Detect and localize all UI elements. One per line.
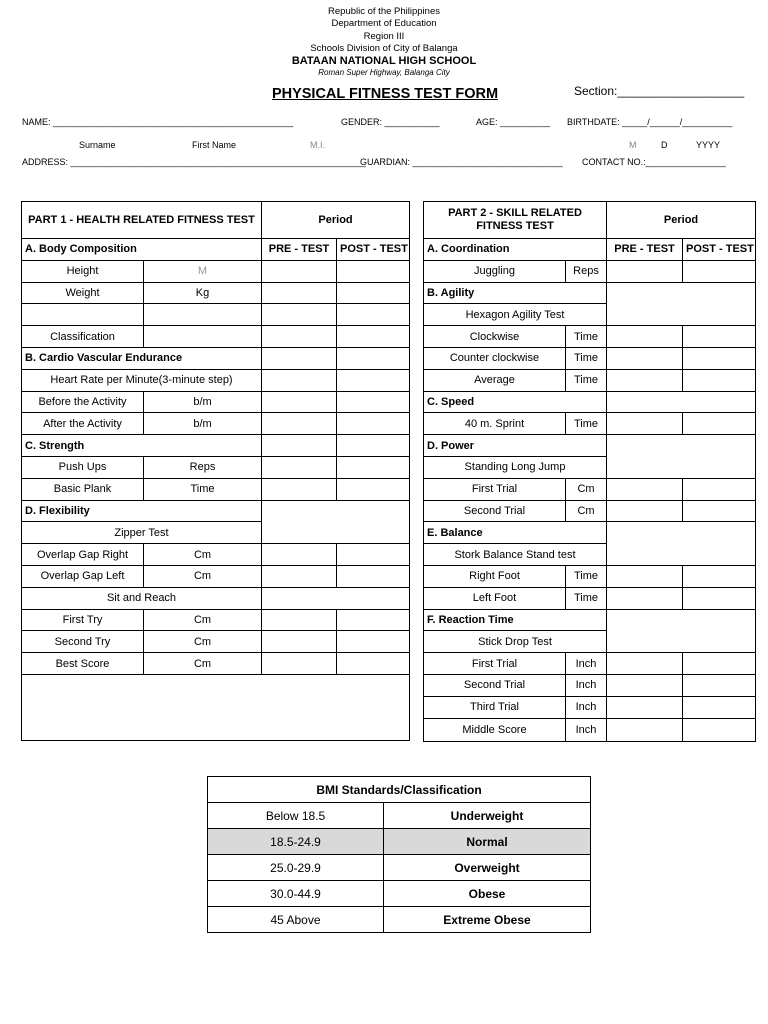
strength-pre-blank [262,435,337,457]
middle-score-unit: Inch [566,718,607,741]
best-score-unit: Cm [144,653,262,675]
counter-clockwise-pre-cell[interactable] [607,347,683,369]
surname-caption: Surname [79,140,116,150]
push-ups-unit: Reps [144,456,262,478]
speed-period-blank [607,391,756,413]
bmi-pre-cell[interactable] [262,304,337,326]
bmi-range: Below 18.5 [208,803,384,829]
body-composition-heading: A. Body Composition [22,239,262,261]
left-foot-pre-cell[interactable] [607,587,683,609]
school-address: Roman Super Highway, Balanga City [318,68,450,78]
power-heading: D. Power [424,435,607,457]
before-activity-unit: b/m [144,391,262,413]
best-score-post-cell[interactable] [337,653,410,675]
day-caption: D [661,140,668,150]
clockwise-label: Clockwise [424,326,566,348]
sprint-pre-cell[interactable] [607,413,683,435]
push-ups-label: Push Ups [22,456,144,478]
best-score-label: Best Score [22,653,144,675]
strength-post-blank [337,435,410,457]
heart-rate-label: Heart Rate per Minute(3-minute step) [22,369,262,391]
gap-right-post-cell[interactable] [337,544,410,566]
second-try-unit: Cm [144,631,262,653]
jump-first-trial-post-cell[interactable] [683,478,756,500]
right-foot-label: Right Foot [424,565,566,587]
header-line-deped: Department of Education [331,18,437,30]
header-line-republic: Republic of the Philippines [328,6,440,17]
gap-left-label: Overlap Gap Left [22,565,144,587]
hexagon-label: Hexagon Agility Test [424,304,607,326]
classification-unit-cell [144,326,262,348]
plank-unit: Time [144,478,262,500]
section-field[interactable]: Section:___________________ [574,84,745,98]
strength-heading: C. Strength [22,435,262,457]
average-pre-cell[interactable] [607,369,683,391]
height-pre-cell[interactable] [262,260,337,282]
balance-heading: E. Balance [424,522,607,544]
after-activity-label: After the Activity [22,413,144,435]
first-try-pre-cell[interactable] [262,609,337,631]
letterhead [0,6,768,80]
right-foot-post-cell[interactable] [683,565,756,587]
bmi-class: Underweight [384,803,591,829]
heart-rate-post-cell[interactable] [337,369,410,391]
jump-second-trial-pre-cell[interactable] [607,500,683,522]
stick-second-trial-unit: Inch [566,674,607,696]
cardio-post-blank [337,347,410,369]
middle-score-post-cell[interactable] [683,718,756,741]
bmi-class: Extreme Obese [384,907,591,933]
bmi-row [208,907,591,933]
part1-period-header: Period [262,202,410,239]
part2-post-test-header: POST - TEST [683,239,756,261]
gap-right-label: Overlap Gap Right [22,544,144,566]
clockwise-unit: Time [566,326,607,348]
part1-post-test-header: POST - TEST [337,239,410,261]
age-field[interactable]: AGE: __________ [476,117,551,127]
jump-first-trial-label: First Trial [424,478,566,500]
bmi-table [207,776,591,933]
guardian-field[interactable]: GUARDIAN: ______________________________ [360,157,563,167]
gap-right-unit: Cm [144,544,262,566]
counter-clockwise-label: Counter clockwise [424,347,566,369]
long-jump-label: Standing Long Jump [424,456,607,478]
bmi-class: Overweight [384,855,591,881]
heart-rate-pre-cell[interactable] [262,369,337,391]
reaction-heading: F. Reaction Time [424,609,607,631]
height-unit: M [144,260,262,282]
part2-table [423,201,756,742]
juggling-label: Juggling [424,260,566,282]
bmi-range: 25.0-29.9 [208,855,384,881]
stick-third-trial-pre-cell[interactable] [607,696,683,718]
middle-score-pre-cell[interactable] [607,718,683,741]
bmi-row [208,855,591,881]
bmi-range: 30.0-44.9 [208,881,384,907]
middle-score-label: Middle Score [424,718,566,741]
jump-second-trial-post-cell[interactable] [683,500,756,522]
classification-pre-cell[interactable] [262,326,337,348]
stick-third-trial-label: Third Trial [424,696,566,718]
left-foot-post-cell[interactable] [683,587,756,609]
part2-title: PART 2 - SKILL RELATED FITNESS TEST [424,202,607,239]
birthdate-field[interactable]: BIRTHDATE: _____/______/__________ [567,117,733,127]
stick-first-trial-post-cell[interactable] [683,653,756,675]
stick-third-trial-unit: Inch [566,696,607,718]
clockwise-post-cell[interactable] [683,326,756,348]
height-post-cell[interactable] [337,260,410,282]
gap-left-unit: Cm [144,565,262,587]
part2-period-header: Period [607,202,756,239]
jump-first-trial-unit: Cm [566,478,607,500]
juggling-pre-cell[interactable] [607,260,683,282]
cardio-heading: B. Cardio Vascular Endurance [22,347,262,369]
weight-label: Weight [22,282,144,304]
stick-third-trial-post-cell[interactable] [683,696,756,718]
first-try-post-cell[interactable] [337,609,410,631]
right-foot-unit: Time [566,565,607,587]
stick-drop-label: Stick Drop Test [424,631,607,653]
bmi-row [208,881,591,907]
right-foot-pre-cell[interactable] [607,565,683,587]
before-activity-label: Before the Activity [22,391,144,413]
counter-clockwise-unit: Time [566,347,607,369]
jump-second-trial-label: Second Trial [424,500,566,522]
bmi-class: Obese [384,881,591,907]
counter-clockwise-post-cell[interactable] [683,347,756,369]
stick-first-trial-label: First Trial [424,653,566,675]
jump-second-trial-unit: Cm [566,500,607,522]
stick-second-trial-post-cell[interactable] [683,674,756,696]
power-period-blank [607,435,756,479]
classification-post-cell[interactable] [337,326,410,348]
left-foot-unit: Time [566,587,607,609]
average-post-cell[interactable] [683,369,756,391]
part1-blank-footer [22,674,410,740]
year-caption: YYYY [696,140,721,150]
address-field[interactable]: ADDRESS: ___________________________________________________________ [22,157,366,167]
part2-pre-test-header: PRE - TEST [607,239,683,261]
reaction-period-blank [607,609,756,653]
gap-left-post-cell[interactable] [337,565,410,587]
left-foot-label: Left Foot [424,587,566,609]
bmi-unit-cell [144,304,262,326]
bmi-label-cell [22,304,144,326]
bmi-table-title: BMI Standards/Classification [208,777,591,803]
stick-first-trial-pre-cell[interactable] [607,653,683,675]
first-try-label: First Try [22,609,144,631]
after-activity-post-cell[interactable] [337,413,410,435]
cardio-pre-blank [262,347,337,369]
gap-right-pre-cell[interactable] [262,544,337,566]
plank-pre-cell[interactable] [262,478,337,500]
second-try-post-cell[interactable] [337,631,410,653]
juggling-unit: Reps [566,260,607,282]
gender-field[interactable]: GENDER: ___________ [341,117,440,127]
bmi-range: 18.5-24.9 [208,829,384,855]
month-caption: M [629,140,637,150]
best-score-pre-cell[interactable] [262,653,337,675]
second-try-pre-cell[interactable] [262,631,337,653]
weight-pre-cell[interactable] [262,282,337,304]
after-activity-pre-cell[interactable] [262,413,337,435]
bmi-post-cell[interactable] [337,304,410,326]
header-line-division: Schools Division of City of Balanga [310,42,458,54]
part1-title: PART 1 - HEALTH RELATED FITNESS TEST [22,202,262,239]
contact-field[interactable]: CONTACT NO.:________________ [582,157,726,167]
first-name-caption: First Name [192,140,237,150]
first-try-unit: Cm [144,609,262,631]
stick-first-trial-unit: Inch [566,653,607,675]
second-try-label: Second Try [22,631,144,653]
sprint-unit: Time [566,413,607,435]
balance-period-blank [607,522,756,566]
weight-unit: Kg [144,282,262,304]
bmi-range: 45 Above [208,907,384,933]
agility-heading: B. Agility [424,282,607,304]
bmi-class: Normal [384,829,591,855]
before-activity-post-cell[interactable] [337,391,410,413]
part1-table [21,201,410,741]
coordination-heading: A. Coordination [424,239,607,261]
plank-post-cell[interactable] [337,478,410,500]
weight-post-cell[interactable] [337,282,410,304]
form-title: PHYSICAL FITNESS TEST FORM [271,86,499,102]
average-label: Average [424,369,566,391]
jump-first-trial-pre-cell[interactable] [607,478,683,500]
header-line-region: Region III [363,30,405,42]
stick-second-trial-label: Second Trial [424,674,566,696]
sprint-post-cell[interactable] [683,413,756,435]
clockwise-pre-cell[interactable] [607,326,683,348]
mi-caption: M.I. [310,140,325,150]
push-ups-post-cell[interactable] [337,456,410,478]
sit-reach-label: Sit and Reach [22,587,262,609]
speed-heading: C. Speed [424,391,607,413]
agility-period-blank [607,282,756,326]
sprint-label: 40 m. Sprint [424,413,566,435]
school-name: BATAAN NATIONAL HIGH SCHOOL [291,55,477,68]
push-ups-pre-cell[interactable] [262,456,337,478]
plank-label: Basic Plank [22,478,144,500]
flexibility-period-blank [262,500,410,544]
bmi-row [208,803,591,829]
before-activity-pre-cell[interactable] [262,391,337,413]
zipper-test-label: Zipper Test [22,522,262,544]
stick-second-trial-pre-cell[interactable] [607,674,683,696]
after-activity-unit: b/m [144,413,262,435]
classification-label: Classification [22,326,144,348]
flexibility-heading: D. Flexibility [22,500,262,522]
part1-pre-test-header: PRE - TEST [262,239,337,261]
height-label: Height [22,260,144,282]
gap-left-pre-cell[interactable] [262,565,337,587]
juggling-post-cell[interactable] [683,260,756,282]
stork-label: Stork Balance Stand test [424,544,607,566]
sit-reach-period-blank [262,587,410,609]
average-unit: Time [566,369,607,391]
bmi-row-highlighted [208,829,591,855]
name-field[interactable]: NAME: ________________________________________________ [22,117,294,127]
